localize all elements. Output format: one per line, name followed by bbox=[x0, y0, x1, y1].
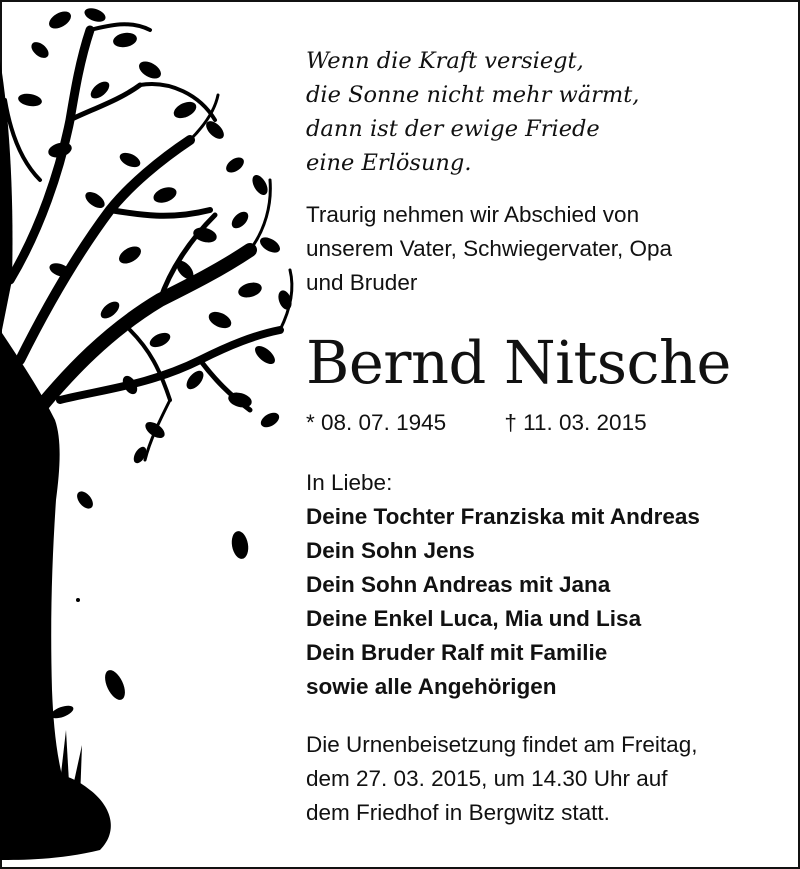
poem-verse bbox=[306, 44, 786, 180]
death-date: † 11. 03. 2015 bbox=[504, 410, 647, 435]
farewell-intro bbox=[306, 198, 786, 300]
tree-silhouette-illustration bbox=[0, 0, 300, 869]
funeral-line: dem Friedhof in Bergwitz statt. bbox=[306, 800, 610, 825]
mourner-line: Deine Enkel Luca, Mia und Lisa bbox=[306, 606, 642, 631]
notice-text-column bbox=[306, 44, 786, 830]
mourner-line: Dein Sohn Jens bbox=[306, 538, 475, 563]
mourners-list bbox=[306, 500, 786, 704]
funeral-line: dem 27. 03. 2015, um 14.30 Uhr auf bbox=[306, 766, 668, 791]
life-dates bbox=[306, 408, 786, 438]
deceased-name: Bernd Nitsche bbox=[306, 328, 731, 397]
mourner-line: sowie alle Angehörigen bbox=[306, 674, 557, 699]
intro-line: Traurig nehmen wir Abschied von bbox=[306, 202, 640, 227]
funeral-line: Die Urnenbeisetzung findet am Freitag, bbox=[306, 732, 698, 757]
poem-line: dann ist der ewige Friede bbox=[306, 116, 600, 142]
mourner-line: Dein Bruder Ralf mit Familie bbox=[306, 640, 608, 665]
poem-line: eine Erlösung. bbox=[306, 150, 472, 176]
intro-line: unserem Vater, Schwiegervater, Opa bbox=[306, 236, 673, 261]
poem-line: Wenn die Kraft versiegt, bbox=[306, 48, 584, 74]
funeral-details bbox=[306, 728, 786, 830]
mourner-line: Deine Tochter Franziska mit Andreas bbox=[306, 504, 700, 529]
birth-date: * 08. 07. 1945 bbox=[306, 410, 447, 435]
in-love-label: In Liebe: bbox=[306, 470, 393, 495]
mourner-line: Dein Sohn Andreas mit Jana bbox=[306, 572, 611, 597]
intro-line: und Bruder bbox=[306, 270, 418, 295]
poem-line: die Sonne nicht mehr wärmt, bbox=[306, 82, 640, 108]
